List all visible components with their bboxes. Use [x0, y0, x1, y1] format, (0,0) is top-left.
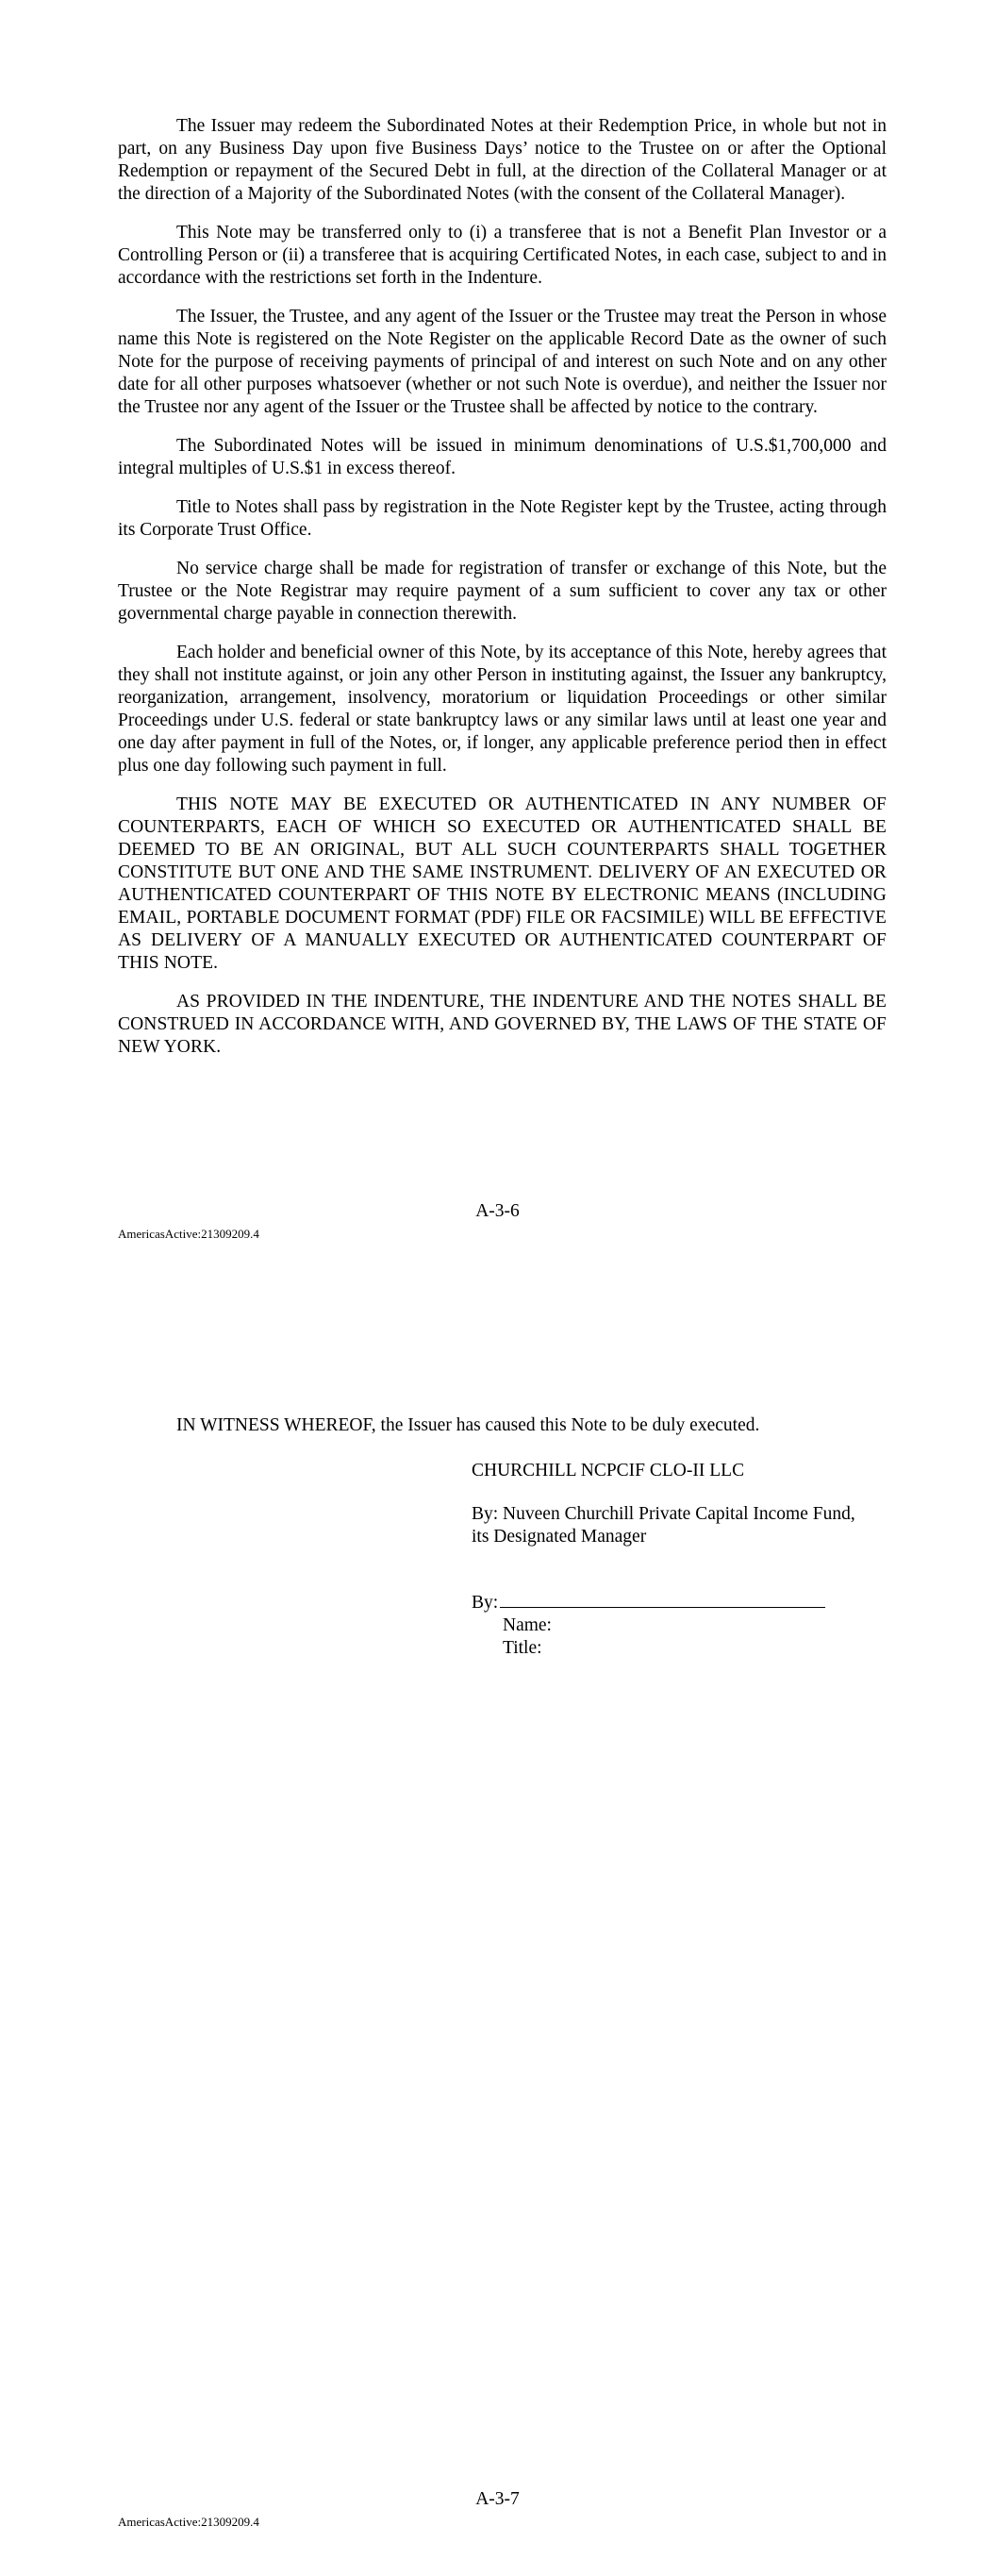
witness-clause: IN WITNESS WHEREOF, the Issuer has caused this Note to be duly executed.	[176, 1415, 760, 1435]
manager-role-line: its Designated Manager	[472, 1527, 647, 1547]
paragraph-transfer: This Note may be transferred only to (i) a transferee that is not a Benefit Plan Investor or a Controlling Person or (ii) a transferee that is acquiring Certificated Notes, in each case, subject to and in accordance with the restrictions set forth in the Indenture.	[118, 223, 887, 288]
paragraph-title: Title to Notes shall pass by registration in the Note Register kept by the Trustee, acting through its Corporate Trust Office.	[118, 497, 887, 540]
paragraph-redemption: The Issuer may redeem the Subordinated Notes at their Redemption Price, in whole but not in part, on any Business Day upon five Business Days’ notice to the Trustee on or after the Optional Redemption or repayment of the Secured Debt in full, at the direction of the Collateral Manager or at the direction of a Majority of the Subordinated Notes (with the consent of the Collateral Manager).	[118, 116, 887, 204]
page-body	[118, 115, 887, 1075]
signature-block	[472, 1588, 905, 1660]
designated-manager-block	[472, 1503, 905, 1548]
signature-by-label: By:	[472, 1593, 499, 1613]
by-manager-line: By: Nuveen Churchill Private Capital Income Fund,	[472, 1504, 855, 1524]
page-number: A-3-7	[475, 2489, 520, 2509]
page-number: A-3-6	[475, 1201, 520, 1221]
paragraph-service-charge: No service charge shall be made for registration of transfer or exchange of this Note, but the Trustee or the Note Registrar may require payment of a sum sufficient to cover any tax or other governmental charge payable in connection therewith.	[118, 559, 887, 624]
paragraph-governing-law: AS PROVIDED IN THE INDENTURE, THE INDENTURE AND THE NOTES SHALL BE CONSTRUED IN ACCORDANCE WITH, AND GOVERNED BY, THE LAWS OF THE STATE OF NEW YORK.	[118, 992, 887, 1057]
signature-line	[472, 1588, 905, 1614]
document-id: AmericasActive:21309209.4	[118, 2515, 259, 2529]
page-a-3-7	[0, 1288, 995, 2576]
issuer-name: CHURCHILL NCPCIF CLO-II LLC	[472, 1461, 745, 1480]
paragraph-denominations: The Subordinated Notes will be issued in minimum denominations of U.S.$1,700,000 and integral multiples of U.S.$1 in excess thereof.	[118, 436, 887, 478]
paragraph-non-petition: Each holder and beneficial owner of this Note, by its acceptance of this Note, hereby agrees that they shall not institute against, or join any other Person in instituting against, the Issuer any bankruptcy, reorganization, arrangement, insolvency, moratorium or liquidation Proceedings or other similar Proceedings under U.S. federal or state bankruptcy laws or any similar laws until at least one year and one day after payment in full of the Notes, or, if longer, any applicable preference period then in effect plus one day following such payment in full.	[118, 643, 887, 776]
signatory-title-label: Title:	[503, 1638, 542, 1658]
document-id: AmericasActive:21309209.4	[118, 1227, 259, 1241]
paragraph-registered-owner: The Issuer, the Trustee, and any agent of the Issuer or the Trustee may treat the Person in whose name this Note is registered on the Note Register on the applicable Record Date as the owner of such Note for the purpose of receiving payments of principal of and interest on such Note and on any other date for all other purposes whatsoever (whether or not such Note is overdue), and neither the Issuer nor the Trustee nor any agent of the Issuer or the Trustee shall be affected by notice to the contrary.	[118, 307, 887, 417]
signatory-name-label: Name:	[503, 1615, 552, 1635]
signature-blank	[500, 1588, 825, 1608]
paragraph-counterparts: THIS NOTE MAY BE EXECUTED OR AUTHENTICATED IN ANY NUMBER OF COUNTERPARTS, EACH OF WHICH SO EXECUTED OR AUTHENTICATED SHALL BE DEEMED TO BE AN ORIGINAL, BUT ALL SUCH COUNTERPARTS SHALL TOGETHER CONSTITUTE BUT ONE AND THE SAME INSTRUMENT. DELIVERY OF AN EXECUTED OR AUTHENTICATED COUNTERPART OF THIS NOTE BY ELECTRONIC MEANS (INCLUDING EMAIL, PORTABLE DOCUMENT FORMAT (PDF) FILE OR FACSIMILE) WILL BE EFFECTIVE AS DELIVERY OF A MANUALLY EXECUTED OR AUTHENTICATED COUNTERPART OF THIS NOTE.	[118, 795, 887, 973]
